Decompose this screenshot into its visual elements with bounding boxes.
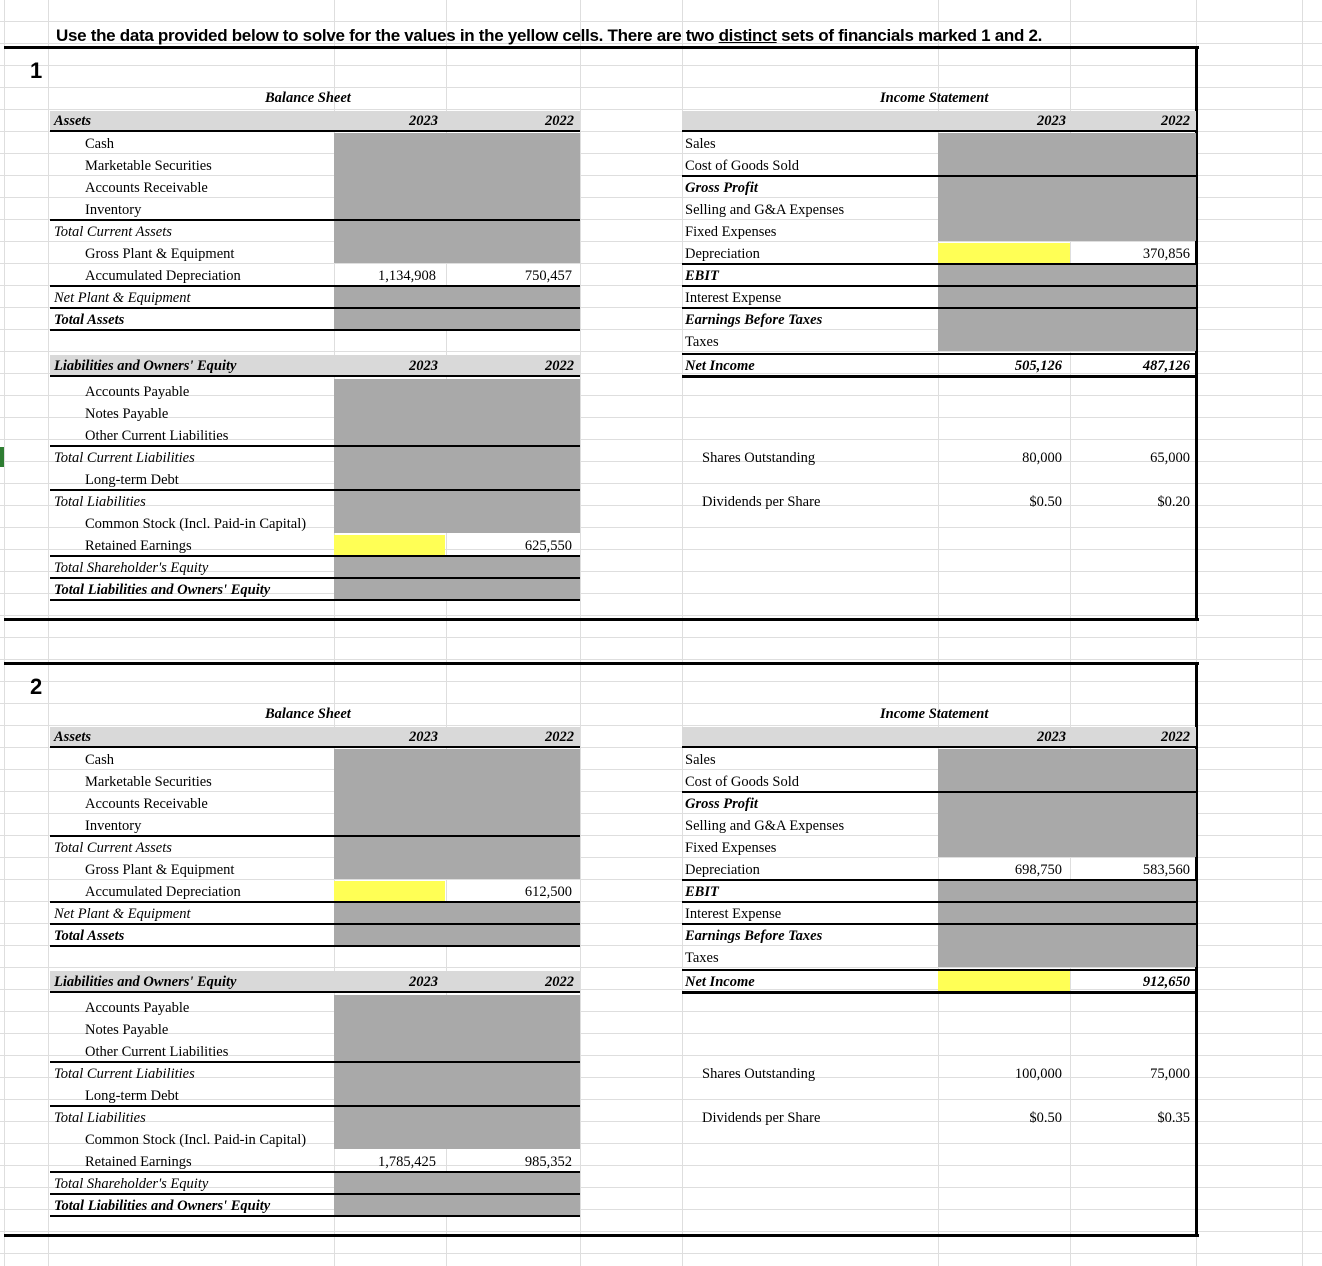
marketable-securities-label: Marketable Securities — [85, 774, 212, 790]
net-income-2022: 912,650 — [1142, 974, 1190, 990]
total-current-liabilities-label: Total Current Liabilities — [54, 450, 195, 466]
interest-expense-label: Interest Expense — [685, 290, 782, 306]
bs-year-2023: 2023 — [409, 113, 438, 129]
input-accum-dep-2023[interactable] — [334, 881, 445, 901]
ebit-label: EBIT — [685, 884, 719, 900]
total-liabilities-label: Total Liabilities — [54, 1110, 146, 1126]
shares-outstanding-label: Shares Outstanding — [702, 450, 816, 466]
liabilities-header: Liabilities and Owners' Equity — [54, 974, 237, 990]
assets-header: Assets — [54, 113, 92, 129]
shares-2022: 65,000 — [1150, 450, 1190, 466]
computed-tca-gross-plant[interactable] — [334, 221, 580, 263]
computed-current-assets[interactable] — [334, 133, 580, 219]
net-plant-label: Net Plant & Equipment — [54, 906, 191, 922]
balance-sheet-title: Balance Sheet — [265, 706, 351, 722]
liab-year-2023: 2023 — [409, 974, 438, 990]
shares-outstanding-label: Shares Outstanding — [702, 1066, 816, 1082]
gross-profit-label: Gross Profit — [685, 180, 758, 196]
retained-earnings-label: Retained Earnings — [85, 538, 192, 554]
total-liabilities-equity-label: Total Liabilities and Owners' Equity — [54, 582, 271, 598]
cash-label: Cash — [85, 136, 114, 152]
fixed-expenses-label: Fixed Expenses — [685, 224, 777, 240]
computed-net-plant[interactable] — [334, 903, 580, 923]
depreciation-2023: 698,750 — [1014, 862, 1062, 878]
dps-2023: $0.50 — [1029, 1110, 1062, 1126]
total-shareholders-equity-label: Total Shareholder's Equity — [54, 560, 209, 576]
dps-2022: $0.35 — [1157, 1110, 1190, 1126]
accounts-payable-label: Accounts Payable — [85, 384, 190, 400]
taxes-label: Taxes — [685, 334, 719, 350]
common-stock-label: Common Stock (Incl. Paid-in Capital) — [85, 516, 307, 532]
shares-2022: 75,000 — [1150, 1066, 1190, 1082]
computed-tca-gross-plant[interactable] — [334, 837, 580, 879]
row-selection-marker — [0, 447, 4, 467]
marketable-securities-label: Marketable Securities — [85, 158, 212, 174]
notes-payable-label: Notes Payable — [85, 1022, 169, 1038]
inventory-label: Inventory — [85, 202, 142, 218]
is-year-2022: 2022 — [1161, 729, 1190, 745]
other-current-liabilities-label: Other Current Liabilities — [85, 428, 229, 444]
total-assets-label: Total Assets — [54, 928, 125, 944]
accounts-receivable-label: Accounts Receivable — [85, 796, 208, 812]
set-number: 2 — [30, 674, 43, 699]
computed-tl-common-stock[interactable] — [334, 1107, 580, 1149]
dividends-per-share-label: Dividends per Share — [702, 494, 821, 510]
input-depreciation-2023[interactable] — [938, 243, 1070, 263]
accumulated-depreciation-label: Accumulated Depreciation — [85, 884, 241, 900]
computed-gp-sga-fixed[interactable] — [938, 793, 1196, 857]
inventory-label: Inventory — [85, 818, 142, 834]
shares-2023: 80,000 — [1022, 450, 1062, 466]
notes-payable-label: Notes Payable — [85, 406, 169, 422]
computed-net-plant[interactable] — [334, 287, 580, 307]
retained-earnings-2023: 1,785,425 — [378, 1154, 436, 1170]
long-term-debt-label: Long-term Debt — [85, 1088, 179, 1104]
cogs-label: Cost of Goods Sold — [685, 774, 800, 790]
cogs-label: Cost of Goods Sold — [685, 158, 800, 174]
dps-2022: $0.20 — [1157, 494, 1190, 510]
net-plant-label: Net Plant & Equipment — [54, 290, 191, 306]
liab-year-2022: 2022 — [545, 974, 574, 990]
is-year-2022: 2022 — [1161, 113, 1190, 129]
computed-tcl-ltd[interactable] — [334, 1063, 580, 1105]
retained-earnings-label: Retained Earnings — [85, 1154, 192, 1170]
income-statement-title: Income Statement — [880, 706, 989, 722]
accounts-receivable-label: Accounts Receivable — [85, 180, 208, 196]
liabilities-header: Liabilities and Owners' Equity — [54, 358, 237, 374]
computed-total-liab-equity[interactable] — [334, 579, 580, 601]
depreciation-2022: 370,856 — [1142, 246, 1190, 262]
computed-ebt-taxes[interactable] — [938, 925, 1196, 967]
computed-total-assets[interactable] — [334, 309, 580, 329]
total-assets-label: Total Assets — [54, 312, 125, 328]
computed-ebt-taxes[interactable] — [938, 309, 1196, 351]
set-number: 1 — [30, 58, 43, 83]
computed-total-liab-equity[interactable] — [334, 1195, 580, 1217]
computed-tcl-ltd[interactable] — [334, 447, 580, 489]
assets-header: Assets — [54, 729, 92, 745]
gross-profit-label: Gross Profit — [685, 796, 758, 812]
total-liabilities-label: Total Liabilities — [54, 494, 146, 510]
computed-tl-common-stock[interactable] — [334, 491, 580, 533]
gross-plant-label: Gross Plant & Equipment — [85, 246, 235, 262]
sales-label: Sales — [685, 136, 716, 152]
computed-ebit[interactable] — [938, 881, 1196, 901]
computed-current-assets[interactable] — [334, 749, 580, 835]
dps-2023: $0.50 — [1029, 494, 1062, 510]
computed-gp-sga-fixed[interactable] — [938, 177, 1196, 241]
total-current-assets-label: Total Current Assets — [54, 840, 172, 856]
common-stock-label: Common Stock (Incl. Paid-in Capital) — [85, 1132, 307, 1148]
sales-label: Sales — [685, 752, 716, 768]
liab-year-2022: 2022 — [545, 358, 574, 374]
accum-dep-2022: 612,500 — [524, 884, 572, 900]
accum-dep-2023: 1,134,908 — [378, 268, 436, 284]
interest-expense-label: Interest Expense — [685, 906, 782, 922]
ebit-label: EBIT — [685, 268, 719, 284]
computed-total-equity[interactable] — [334, 557, 580, 577]
computed-interest[interactable] — [938, 903, 1196, 923]
depreciation-label: Depreciation — [685, 862, 760, 878]
total-current-assets-label: Total Current Assets — [54, 224, 172, 240]
bs-year-2023: 2023 — [409, 729, 438, 745]
accum-dep-2022: 750,457 — [524, 268, 572, 284]
gross-plant-label: Gross Plant & Equipment — [85, 862, 235, 878]
shares-2023: 100,000 — [1014, 1066, 1062, 1082]
taxes-label: Taxes — [685, 950, 719, 966]
ebt-label: Earnings Before Taxes — [685, 928, 823, 944]
computed-total-assets[interactable] — [334, 925, 580, 945]
is-year-2023: 2023 — [1037, 729, 1066, 745]
dividends-per-share-label: Dividends per Share — [702, 1110, 821, 1126]
net-income-label: Net Income — [685, 974, 755, 990]
fixed-expenses-label: Fixed Expenses — [685, 840, 777, 856]
total-current-liabilities-label: Total Current Liabilities — [54, 1066, 195, 1082]
sga-label: Selling and G&A Expenses — [685, 818, 845, 834]
liab-year-2023: 2023 — [409, 358, 438, 374]
retained-earnings-2022: 625,550 — [524, 538, 572, 554]
net-income-2022: 487,126 — [1142, 358, 1190, 374]
long-term-debt-label: Long-term Debt — [85, 472, 179, 488]
net-income-2023: 505,126 — [1014, 358, 1062, 374]
accounts-payable-label: Accounts Payable — [85, 1000, 190, 1016]
computed-current-liabilities[interactable] — [334, 379, 580, 445]
ebt-label: Earnings Before Taxes — [685, 312, 823, 328]
bs-year-2022: 2022 — [545, 113, 574, 129]
input-net-income-2023[interactable] — [938, 971, 1070, 991]
depreciation-2022: 583,560 — [1142, 862, 1190, 878]
sga-label: Selling and G&A Expenses — [685, 202, 845, 218]
bs-year-2022: 2022 — [545, 729, 574, 745]
income-statement-title: Income Statement — [880, 90, 989, 106]
net-income-label: Net Income — [685, 358, 755, 374]
is-year-2023: 2023 — [1037, 113, 1066, 129]
total-shareholders-equity-label: Total Shareholder's Equity — [54, 1176, 209, 1192]
other-current-liabilities-label: Other Current Liabilities — [85, 1044, 229, 1060]
depreciation-label: Depreciation — [685, 246, 760, 262]
instructions-title: Use the data provided below to solve for the values in the yellow cells. There are two distinct sets of financials marked 1 and 2. — [56, 26, 1043, 45]
input-retained-earnings-2023[interactable] — [334, 535, 445, 555]
computed-ebit[interactable] — [938, 265, 1196, 285]
cash-label: Cash — [85, 752, 114, 768]
computed-total-equity[interactable] — [334, 1173, 580, 1193]
total-liabilities-equity-label: Total Liabilities and Owners' Equity — [54, 1198, 271, 1214]
computed-sales-cogs[interactable] — [938, 749, 1196, 791]
computed-sales-cogs[interactable] — [938, 133, 1196, 175]
balance-sheet-title: Balance Sheet — [265, 90, 351, 106]
retained-earnings-2022: 985,352 — [524, 1154, 572, 1170]
computed-interest[interactable] — [938, 287, 1196, 307]
computed-current-liabilities[interactable] — [334, 995, 580, 1061]
accumulated-depreciation-label: Accumulated Depreciation — [85, 268, 241, 284]
